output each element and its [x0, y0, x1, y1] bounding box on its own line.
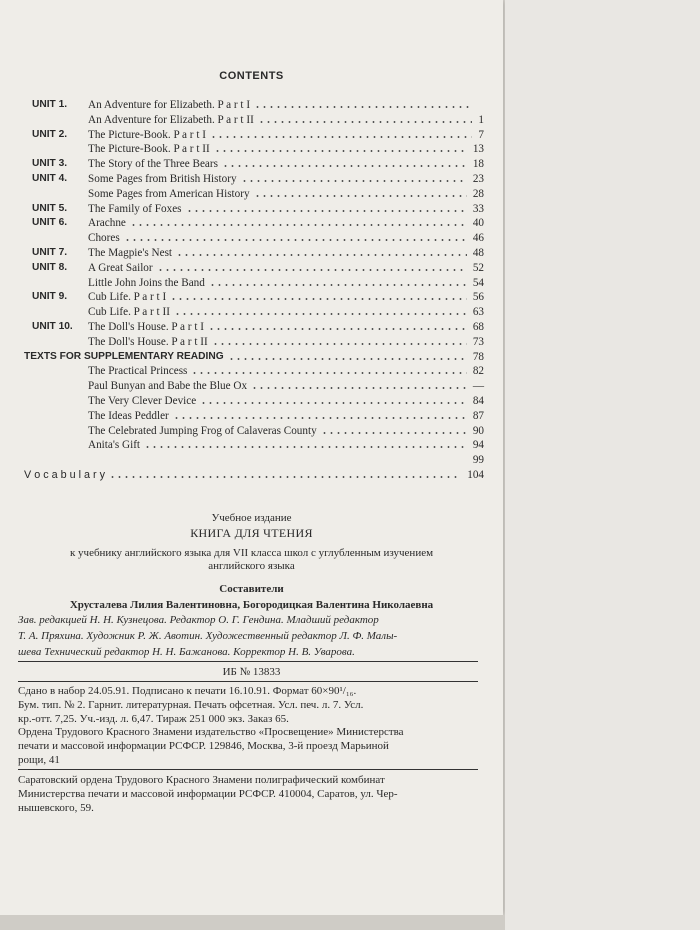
toc-unit-label: UNIT 1. — [32, 99, 68, 110]
toc-entry — [24, 172, 484, 186]
toc-page-number: 87 — [472, 409, 484, 422]
toc-entry — [24, 335, 484, 349]
toc-title: The Magpie's Nest — [88, 247, 173, 259]
toc-leader-dots — [254, 195, 467, 197]
compilers-names: Хрусталева Лилия Валентиновна, Богородицкая Валентина Николаевна — [69, 599, 434, 611]
subtitle-line-2: английского языка — [208, 560, 295, 572]
toc-leader-dots — [170, 298, 467, 300]
toc-leader-dots — [210, 136, 472, 138]
toc-title: The Celebrated Jumping Frog of Calaveras County — [88, 424, 317, 437]
divider-rule — [18, 661, 478, 662]
toc-entry — [24, 364, 484, 378]
toc-entry — [24, 453, 484, 467]
toc-unit-label: UNIT 10. — [32, 321, 73, 332]
toc-title: Anita's Gift — [88, 439, 141, 452]
page-edge-shadow — [0, 915, 505, 930]
toc-page-number: — — [472, 380, 484, 393]
ib-number: ИБ № 13833 — [222, 666, 281, 678]
toc-title: Some Pages from British History — [88, 173, 237, 185]
toc-page-number: 7 — [478, 128, 484, 141]
toc-leader-dots — [200, 402, 467, 404]
toc-leader-dots — [208, 328, 467, 330]
toc-title: TEXTS FOR SUPPLEMENTARY READING — [24, 350, 224, 362]
editors-line-2: Т. А. Пряхина. Художник Р. Ж. Авотин. Художественный редактор Л. Ф. Малы- — [18, 630, 398, 642]
print-line-3: кр.-отт. 7,25. Уч.-изд. л. 6,47. Тираж 251 000 экз. Заказ 65. — [18, 713, 289, 725]
editors-line-1: Зав. редакцией Н. Н. Кузнецова. Редактор О. Г. Гендина. Младший редактор — [18, 614, 379, 626]
toc-title: The Ideas Peddler — [88, 409, 169, 422]
toc-entry — [24, 202, 484, 216]
toc-title: Paul Bunyan and Babe the Blue Ox — [88, 380, 248, 393]
toc-title: The Picture-Book. P a r t II — [88, 143, 210, 156]
toc-page-number: 23 — [472, 173, 484, 185]
toc-page-number: 73 — [472, 335, 484, 348]
toc-leader-dots — [212, 343, 467, 345]
toc-page-number: 40 — [472, 217, 484, 230]
toc-page-number: 94 — [472, 439, 484, 452]
toc-leader-dots — [173, 417, 467, 419]
toc-entry — [24, 231, 484, 245]
toc-page-number: 84 — [472, 395, 484, 407]
toc-unit-label: UNIT 5. — [32, 202, 68, 214]
subtitle-line-1: к учебнику английского языка для VII класса школ с углубленным изучением — [69, 547, 434, 559]
publisher-line-2: печати и массовой информации РСФСР. 129846, Москва, 3-й проезд Марьиной — [18, 740, 389, 752]
divider-rule — [18, 769, 478, 770]
toc-leader-dots — [186, 210, 467, 212]
toc-unit-label: UNIT 2. — [32, 128, 68, 140]
toc-entry — [24, 187, 484, 201]
toc-unit-label: UNIT 7. — [32, 247, 68, 258]
toc-page-number: 68 — [472, 321, 484, 333]
toc-leader-dots — [144, 446, 467, 448]
toc-page-number: 33 — [472, 202, 484, 215]
toc-page-number: 90 — [472, 424, 484, 437]
compilers-label: Составители — [219, 583, 284, 595]
toc-page-number: 63 — [472, 306, 484, 319]
toc-leader-dots — [222, 165, 467, 167]
toc-page-number: 18 — [472, 158, 484, 171]
toc-entry — [24, 438, 484, 452]
toc-leader-dots — [124, 239, 467, 241]
publisher-line-3: рощи, 41 — [18, 754, 60, 766]
toc-page-number: 54 — [472, 276, 484, 289]
toc-leader-dots — [130, 224, 467, 226]
publisher-line-1: Ордена Трудового Красного Знамени издательство «Просвещение» Министерства — [18, 726, 404, 738]
toc-entry — [24, 216, 484, 230]
toc-page-number: 1 — [478, 113, 484, 126]
toc-title: V o c a b u l a r y — [24, 469, 106, 481]
facing-page — [505, 0, 700, 930]
toc-unit-label: UNIT 9. — [32, 291, 68, 303]
toc-title: A Great Sailor — [88, 261, 153, 274]
toc-page-number: 82 — [472, 365, 484, 378]
toc-entry — [24, 305, 484, 319]
toc-title: The Doll's House. P a r t I — [88, 321, 204, 333]
toc-unit-label: UNIT 6. — [32, 217, 68, 229]
toc-page-number: 13 — [472, 143, 484, 156]
toc-title: The Family of Foxes — [88, 202, 182, 215]
toc-entry — [24, 468, 484, 482]
toc-page-number: 46 — [472, 232, 484, 245]
toc-entry — [24, 276, 484, 290]
toc-leader-dots — [254, 106, 470, 108]
toc-entry — [24, 379, 484, 393]
toc-leader-dots — [174, 313, 467, 315]
toc-page-number: 48 — [472, 247, 484, 259]
toc-leader-dots — [241, 180, 467, 182]
toc-leader-dots — [214, 150, 467, 152]
toc-entry — [24, 128, 484, 142]
toc-page-number: 28 — [472, 187, 484, 200]
toc-unit-label: UNIT 4. — [32, 173, 68, 184]
toc-title: Cub Life. P a r t I — [88, 291, 167, 304]
toc-title: The Picture-Book. P a r t I — [88, 128, 206, 141]
toc-leader-dots — [258, 121, 472, 123]
toc-page-number: 99 — [472, 454, 484, 467]
toc-page-number: 78 — [472, 350, 484, 363]
toc-title: Chores — [88, 232, 120, 245]
toc-page-number: 104 — [467, 469, 484, 481]
contents-heading: CONTENTS — [219, 70, 284, 82]
toc-title: An Adventure for Elizabeth. P a r t II — [88, 113, 254, 126]
print-line-1: Сдано в набор 24.05.91. Подписано к печати 16.10.91. Формат 60×90¹/₁₆. — [18, 685, 357, 697]
toc-entry — [24, 98, 484, 112]
toc-page-number: 52 — [472, 261, 484, 274]
toc-entry — [24, 394, 484, 408]
toc-leader-dots — [157, 269, 467, 271]
toc-leader-dots — [321, 432, 467, 434]
printer-line-1: Саратовский ордена Трудового Красного Знамени полиграфический комбинат — [18, 774, 385, 786]
toc-title: The Story of the Three Bears — [88, 158, 218, 171]
toc-entry — [24, 246, 484, 260]
divider-rule — [18, 681, 478, 682]
toc-unit-label: UNIT 8. — [32, 261, 68, 273]
toc-entry — [24, 409, 484, 423]
toc-leader-dots — [251, 387, 467, 389]
toc-unit-label: UNIT 3. — [32, 158, 68, 170]
toc-entry — [24, 290, 484, 304]
printer-line-3: нышевского, 59. — [18, 802, 94, 814]
toc-title: An Adventure for Elizabeth. P a r t I — [88, 99, 251, 111]
toc-title: Arachne — [88, 217, 126, 230]
toc-leader-dots — [209, 284, 467, 286]
book-title: КНИГА ДЛЯ ЧТЕНИЯ — [190, 526, 313, 540]
toc-title: Some Pages from American History — [88, 187, 250, 200]
printer-line-2: Министерства печати и массовой информации РСФСР. 410004, Саратов, ул. Чер- — [18, 788, 398, 800]
toc-title: Cub Life. P a r t II — [88, 306, 170, 319]
toc-title: The Very Clever Device — [88, 395, 197, 407]
editors-line-3: шева Технический редактор Н. Н. Бажанова. Корректор Н. В. Уварова. — [18, 646, 355, 658]
toc-title: The Doll's House. P a r t II — [88, 335, 208, 348]
toc-entry — [24, 142, 484, 156]
toc-entry — [24, 350, 484, 364]
toc-page-number: 56 — [472, 291, 484, 304]
toc-title: The Practical Princess — [88, 365, 188, 378]
print-line-2: Бум. тип. № 2. Гарнит. литературная. Печать офсетная. Усл. печ. л. 7. Усл. — [18, 699, 364, 711]
toc-entry — [24, 157, 484, 171]
toc-entry — [24, 424, 484, 438]
toc-entry — [24, 113, 484, 127]
toc-leader-dots — [228, 358, 467, 360]
edition-type: Учебное издание — [211, 512, 292, 524]
toc-leader-dots — [176, 254, 467, 256]
toc-entry — [24, 320, 484, 334]
toc-leader-dots — [109, 476, 461, 478]
toc-leader-dots — [191, 372, 467, 374]
toc-entry — [24, 261, 484, 275]
toc-title: Little John Joins the Band — [88, 276, 205, 289]
